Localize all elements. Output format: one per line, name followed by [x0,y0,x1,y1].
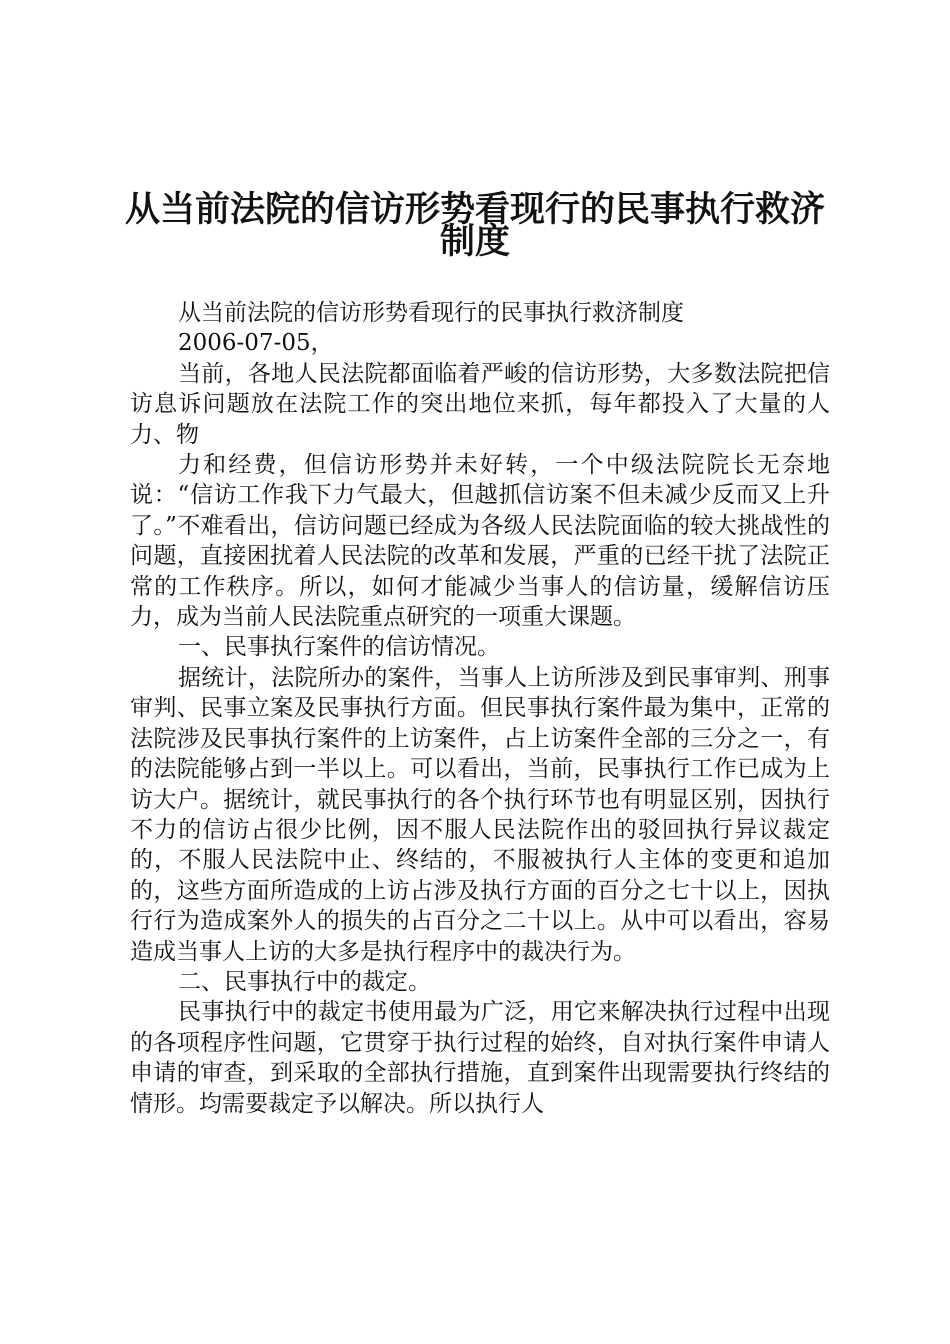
subtitle-paragraph: 从当前法院的信访形势看现行的民事执行救济制度 [178,300,684,326]
body-paragraph: 当前，各地人民法院都面临着严峻的信访形势，大多数法院把信访息诉问题放在法院工作的突出地位来抓，每年都投入了大量的人力、物 [130,360,830,448]
document-title-line-1: 从当前法院的信访形势看现行的民事执行救济 [124,190,825,230]
date-paragraph: 2006-07-05， [178,330,334,357]
body-paragraph: 据统计，法院所办的案件，当事人上访所涉及到民事审判、刑事审判、民事立案及民事执行方面。但民事执行案件最为集中，正常的法院涉及民事执行案件的上访案件，占上访案件全部的三分之一，有的法院能够占到一半以上。可以看出，当前，民事执行工作已成为上访大户。据统计，就民事执行的各个执行环节也有明显区别，因执行不力的信访占很少比例，因不服人民法院作出的驳回执行异议裁定的，不服人民法院中止、终结的，不服被执行人主体的变更和追加的，这些方面所造成的上访占涉及执行方面的百分之七十以上，因执行行为造成案外人的损失的占百分之二十以上。从中可以看出，容易造成当事人上访的大多是执行程序中的裁决行为。 [130,664,830,965]
document-title-line-2: 制度 [439,222,510,262]
section-heading: 一、民事执行案件的信访情况。 [178,634,500,661]
document-body [130,298,830,1119]
body-paragraph: 力和经费，但信访形势并未好转，一个中级法院院长无奈地说：“信访工作我下力气最大，但越抓信访案不但未减少反而又上升了。”不难看出，信访问题已经成为各级人民法院面临的较大挑战性的问题，直接困扰着人民法院的改革和发展，严重的已经干扰了法院正常的工作秩序。所以，如何才能减少当事人的信访量，缓解信访压力，成为当前人民法院重点研究的一项重大课题。 [130,452,830,631]
body-paragraph: 民事执行中的裁定书使用最为广泛，用它来解决执行过程中出现的各项程序性问题，它贯穿于执行过程的始终，自对执行案件申请人申请的审查，到采取的全部执行措施，直到案件出现需要执行终结的情形。均需要裁定予以解决。所以执行人 [130,999,830,1117]
section-heading: 二、民事执行中的裁定。 [178,968,431,995]
